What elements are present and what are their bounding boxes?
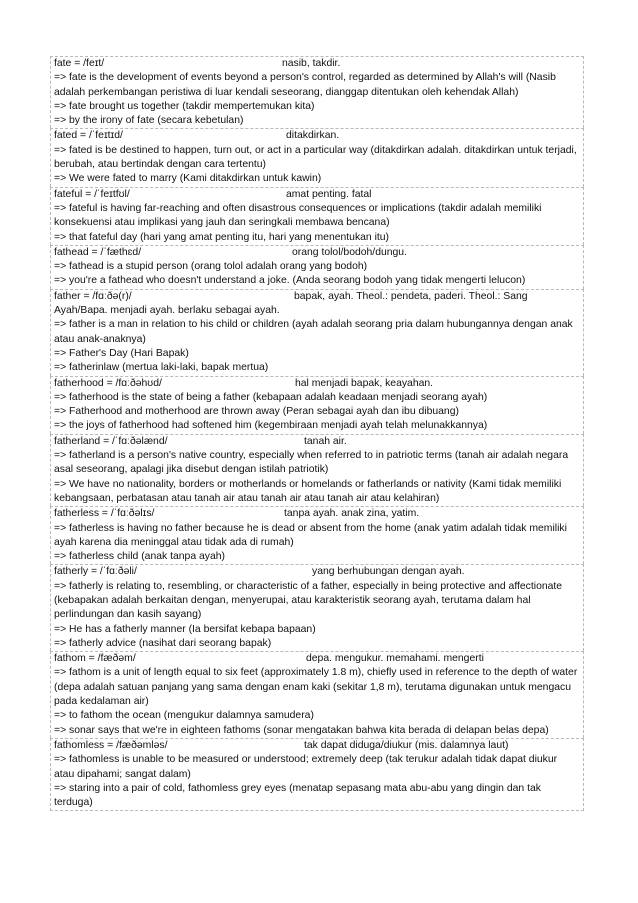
entry-headword-row: [54, 290, 580, 304]
entry-headword-row: [54, 565, 580, 579]
entry-example: => sonar says that we're in eighteen fathoms (sonar mengatakan bahwa kita berada di delapan belas depa): [54, 724, 549, 736]
entry-headword-row: [54, 188, 580, 202]
dictionary-entry: [50, 289, 584, 376]
entry-example: => fatherly advice (nasihat dari seorang bapak): [54, 637, 272, 649]
entry-translation: hal menjadi bapak, keayahan.: [295, 377, 434, 389]
entry-translation-continued: Ayah/Bapa. menjadi ayah. berlaku sebagai ayah.: [54, 305, 280, 317]
entry-example: => Fatherhood and motherhood are thrown away (Peran sebagai ayah dan ibu dibuang): [54, 406, 459, 418]
entry-example: => fatherless child (anak tanpa ayah): [54, 551, 225, 563]
entry-headword: fatherless = /ˈfɑːðəlɪs/: [54, 508, 155, 520]
entry-headword: fatherly = /ˈfɑːðəli/: [54, 566, 137, 578]
entry-translation: bapak, ayah. Theol.: pendeta, paderi. Theol.: Sang: [294, 290, 528, 302]
entry-example: => the joys of fatherhood had softened him (kegembiraan menjadi ayah telah melunakkannya): [54, 420, 488, 432]
dictionary-entry: [50, 187, 584, 245]
dictionary-entry: [50, 434, 584, 506]
entry-example: => by the irony of fate (secara kebetulan): [54, 115, 244, 127]
dictionary-entry: [50, 56, 584, 128]
entry-translation: ditakdirkan.: [286, 130, 340, 142]
entry-example: => Father's Day (Hari Bapak): [54, 347, 189, 359]
entry-example: => fatherinlaw (mertua laki-laki, bapak mertua): [54, 362, 269, 374]
entry-example: => you're a fathead who doesn't understand a joke. (Anda seorang bodoh yang tidak mengerti lelucon): [54, 275, 526, 287]
entry-definition: => fatherland is a person's native country, especially when referred to in patriotic terms (tanah air adalah negara asal seseorang, apalagi jika disebut dengan istilah patriotik): [54, 450, 569, 476]
dictionary-entry: [50, 128, 584, 186]
entry-headword: fatherhood = /fɑːðəhʊd/: [54, 377, 162, 389]
entry-headword-row: [54, 246, 580, 260]
entry-definition: => fate is the development of events beyond a person's control, regarded as determined by Allah's will (Nasib adalah perkembangan peristiwa di luar kendali seseorang, dianggap ditentukan oleh kehendak Allah): [54, 72, 556, 98]
entry-example: => He has a fatherly manner (Ia bersifat kebapa bapaan): [54, 623, 316, 635]
entry-definition: => fateful is having far-reaching and often disastrous consequences or implications (takdir adalah memiliki konsekuensi atau implikasi yang jauh dan seringkali membawa bencana): [54, 202, 542, 229]
entry-translation: amat penting. fatal: [286, 188, 372, 200]
entry-headword-row: [54, 739, 580, 753]
entry-headword: fated = /ˈfeɪtɪd/: [54, 130, 123, 142]
entry-definition: => fatherhood is the state of being a father (kebapaan adalah keadaan menjadi seorang ayah): [54, 391, 488, 403]
entry-translation: tanah air.: [304, 435, 347, 447]
entry-headword-row: [54, 57, 580, 71]
dictionary-entry: [50, 506, 584, 564]
entry-headword-row: [54, 377, 580, 391]
entry-example: => fate brought us together (takdir mempertemukan kita): [54, 100, 315, 112]
entry-headword: fathom = /fæðəm/: [54, 653, 136, 665]
entry-headword: fatherland = /ˈfɑːðəlænd/: [54, 435, 168, 447]
entry-example: => that fateful day (hari yang amat penting itu, hari yang menentukan itu): [54, 231, 390, 243]
entry-headword: father = /fɑːðə(r)/: [54, 290, 132, 302]
entry-definition: => fatherly is relating to, resembling, or characteristic of a father, especially in being protective and affectionate (kebapakan adalah berkaitan dengan, menyerupai, atau karakteristik seorang ayah, terutama dalam hal perlindungan dan kasih sayang): [54, 580, 563, 621]
dictionary-entry: [50, 376, 584, 434]
entry-headword-row: [54, 435, 580, 449]
dictionary-entry: [50, 738, 584, 811]
entry-example: => We have no nationality, borders or motherlands or homelands or fatherlands or nativity (Kami tidak memiliki kebangsaan, perbatasan atau tanah air atau tanah air atau tanah air atau kelahiran): [54, 478, 562, 504]
entry-translation: tak dapat diduga/diukur (mis. dalamnya laut): [304, 739, 509, 751]
entry-example: => We were fated to marry (Kami ditakdirkan untuk kawin): [54, 173, 322, 185]
entry-translation: depa. mengukur. memahami. mengerti: [306, 653, 484, 665]
entry-translation: tanpa ayah. anak zina, yatim.: [284, 508, 420, 520]
entry-translation: yang berhubungan dengan ayah.: [312, 566, 465, 578]
entry-translation: orang tolol/bodoh/dungu.: [292, 246, 407, 258]
entry-definition: => fated is be destined to happen, turn out, or act in a particular way (ditakdirkan adalah. ditakdirkan untuk terjadi, berubah, atau bertindak dengan cara tertentu): [54, 144, 577, 171]
entry-example: => staring into a pair of cold, fathomless grey eyes (menatap sepasang mata abu-abu yang dingin dan tak terduga): [54, 782, 541, 809]
entry-headword-row: [54, 652, 580, 666]
entry-headword: fathead = /ˈfæthɛd/: [54, 246, 142, 258]
dictionary-entry: [50, 651, 584, 738]
entry-example: => to fathom the ocean (mengukur dalamnya samudera): [54, 710, 314, 722]
entry-headword: fateful = /ˈfeɪtfʊl/: [54, 188, 130, 200]
entry-translation: nasib, takdir.: [282, 58, 341, 69]
entry-headword: fate = /feɪt/: [54, 58, 105, 69]
entry-definition: => fatherless is having no father because he is dead or absent from the home (anak yatim adalah tidak memiliki ayah karena dia meninggal atau tidak ada di rumah): [54, 522, 567, 548]
entry-headword: fathomless = /fæðəmləs/: [54, 739, 168, 751]
dictionary-entry: [50, 245, 584, 289]
entry-definition: => fathomless is unable to be measured or understood; extremely deep (tak terukur adalah tidak dapat diukur atau dipahami; sangat dalam): [54, 754, 558, 780]
entry-headword-row: [54, 129, 580, 143]
entry-definition: => father is a man in relation to his child or children (ayah adalah seorang pria dalam hubungannya dengan anak atau anak-anaknya): [54, 319, 573, 345]
entry-definition: => fathead is a stupid person (orang tolol adalah orang yang bodoh): [54, 261, 368, 273]
dictionary-entry: [50, 564, 584, 651]
entry-definition: => fathom is a unit of length equal to six feet (approximately 1.8 m), chiefly used in reference to the depth of water (depa adalah satuan panjang yang sama dengan enam kaki (sekitar 1,8 m), terutama digunakan untuk mengacu pada kedalaman air): [54, 667, 578, 708]
dictionary-page: [50, 56, 584, 811]
entry-headword-row: [54, 507, 580, 521]
